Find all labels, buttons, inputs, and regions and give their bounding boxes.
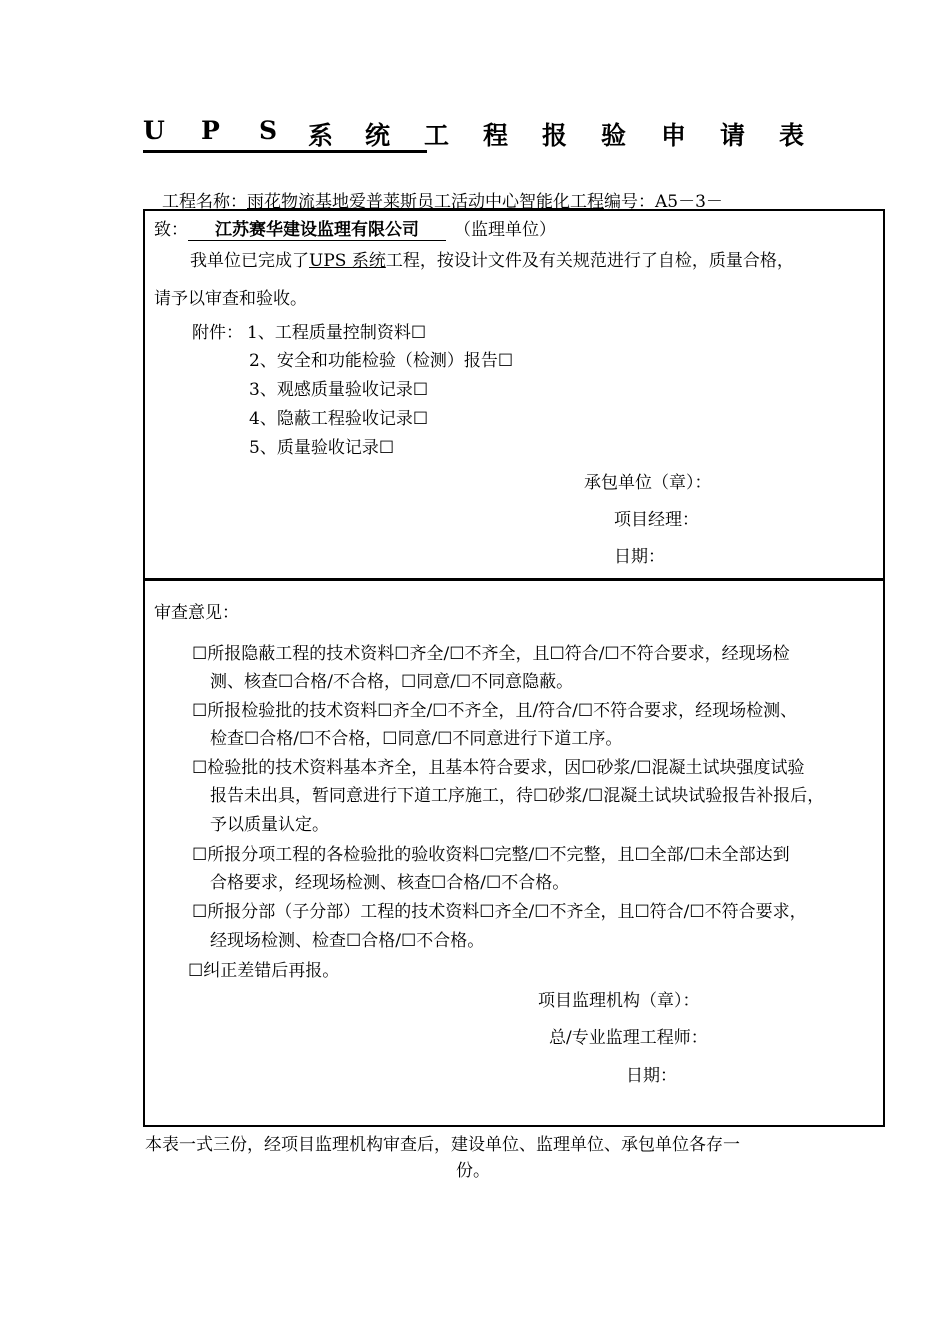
title-char: 表 (779, 121, 805, 150)
request-body-line2: 请予以审查和验收。 (154, 289, 307, 309)
attachment-item: 3、观感质量验收记录☐ (249, 380, 429, 400)
review-option: ☐检验批的技术资料基本齐全，且基本符合要求，因☐砂浆/☐混凝土试块强度试验 (192, 758, 805, 778)
footer-note-cont: 份。 (456, 1161, 490, 1181)
title-char: 报 (542, 121, 568, 150)
title-char: U (143, 116, 165, 145)
review-option-cont: 检查☐合格/☐不合格，☐同意/☐不同意进行下道工序。 (210, 729, 623, 749)
attachment-item: 1、工程质量控制资料☐ (247, 323, 427, 343)
supervisor-role: （监理单位） (454, 220, 556, 240)
supervision-org-signature: 项目监理机构（章）： (538, 991, 700, 1011)
title-char: 系 (308, 121, 334, 150)
review-option: ☐所报隐蔽工程的技术资料☐齐全/☐不齐全，且☐符合/☐不符合要求，经现场检 (192, 644, 790, 664)
addressee-line (154, 215, 556, 241)
title-underline (143, 150, 427, 153)
review-option: ☐所报检验批的技术资料☐齐全/☐不齐全，且/符合/☐不符合要求，经现场检测、 (192, 701, 798, 721)
review-option: ☐所报分项工程的各检验批的验收资料☐完整/☐不完整，且☐全部/☐未全部达到 (192, 845, 790, 865)
title-char: 请 (720, 121, 746, 150)
manager-signature: 项目经理： (614, 510, 699, 530)
attachment-item: 2、安全和功能检验（检测）报告☐ (249, 351, 514, 371)
review-date-field: 日期： (626, 1066, 677, 1086)
title-char: S (259, 116, 278, 145)
review-option-cont: 合格要求，经现场检测、核查☐合格/☐不合格。 (210, 873, 570, 893)
title-char: 验 (601, 121, 627, 150)
review-option-cont: 予以质量认定。 (210, 815, 329, 835)
review-option: ☐所报分部（子分部）工程的技术资料☐齐全/☐不齐全，且☐符合/☐不符合要求， (192, 902, 807, 922)
attachment-item: 5、质量验收记录☐ (249, 438, 395, 458)
body-project: UPS 系统 (309, 251, 386, 271)
review-label: 审查意见： (154, 603, 239, 623)
request-body-line1 (190, 246, 794, 271)
resubmit-option: ☐纠正差错后再报。 (188, 961, 340, 981)
supervisor-company-name: 江苏赛华建设监理有限公司 (215, 220, 419, 240)
attachments-label: 附件： (192, 323, 243, 343)
title-char: P (201, 116, 220, 145)
contractor-signature: 承包单位（章）： (584, 473, 712, 493)
title-char: 申 (661, 121, 687, 150)
footer-note: 本表一式三份，经项目监理机构审查后，建设单位、监理单位、承包单位各存一 (145, 1135, 740, 1155)
project-name: 雨花物流基地爱普莱斯员工活动中心智能化工程 (247, 192, 604, 212)
review-option-cont: 经现场检测、检查☐合格/☐不合格。 (210, 931, 485, 951)
to-label: 致： (154, 220, 188, 240)
form-number: 编号：A5－3－ (604, 192, 723, 212)
engineer-signature: 总/专业监理工程师： (549, 1028, 708, 1048)
review-option-cont: 测、核查☐合格/不合格，☐同意/☐不同意隐蔽。 (210, 672, 574, 692)
title-char: 程 (483, 121, 509, 150)
body-prefix: 我单位已完成了 (190, 251, 309, 271)
body-suffix: 工程，按设计文件及有关规范进行了自检，质量合格， (385, 251, 794, 271)
supervisor-company (188, 215, 446, 241)
title-char: 工 (424, 121, 450, 150)
title-char: 统 (365, 121, 391, 150)
attachment-item: 4、隐蔽工程验收记录☐ (249, 409, 429, 429)
project-label: 工程名称： (162, 192, 247, 212)
date-field: 日期： (614, 547, 665, 567)
review-option-cont: 报告未出具，暂同意进行下道工序施工，待☐砂浆/☐混凝土试块试验报告补报后， (210, 786, 825, 806)
